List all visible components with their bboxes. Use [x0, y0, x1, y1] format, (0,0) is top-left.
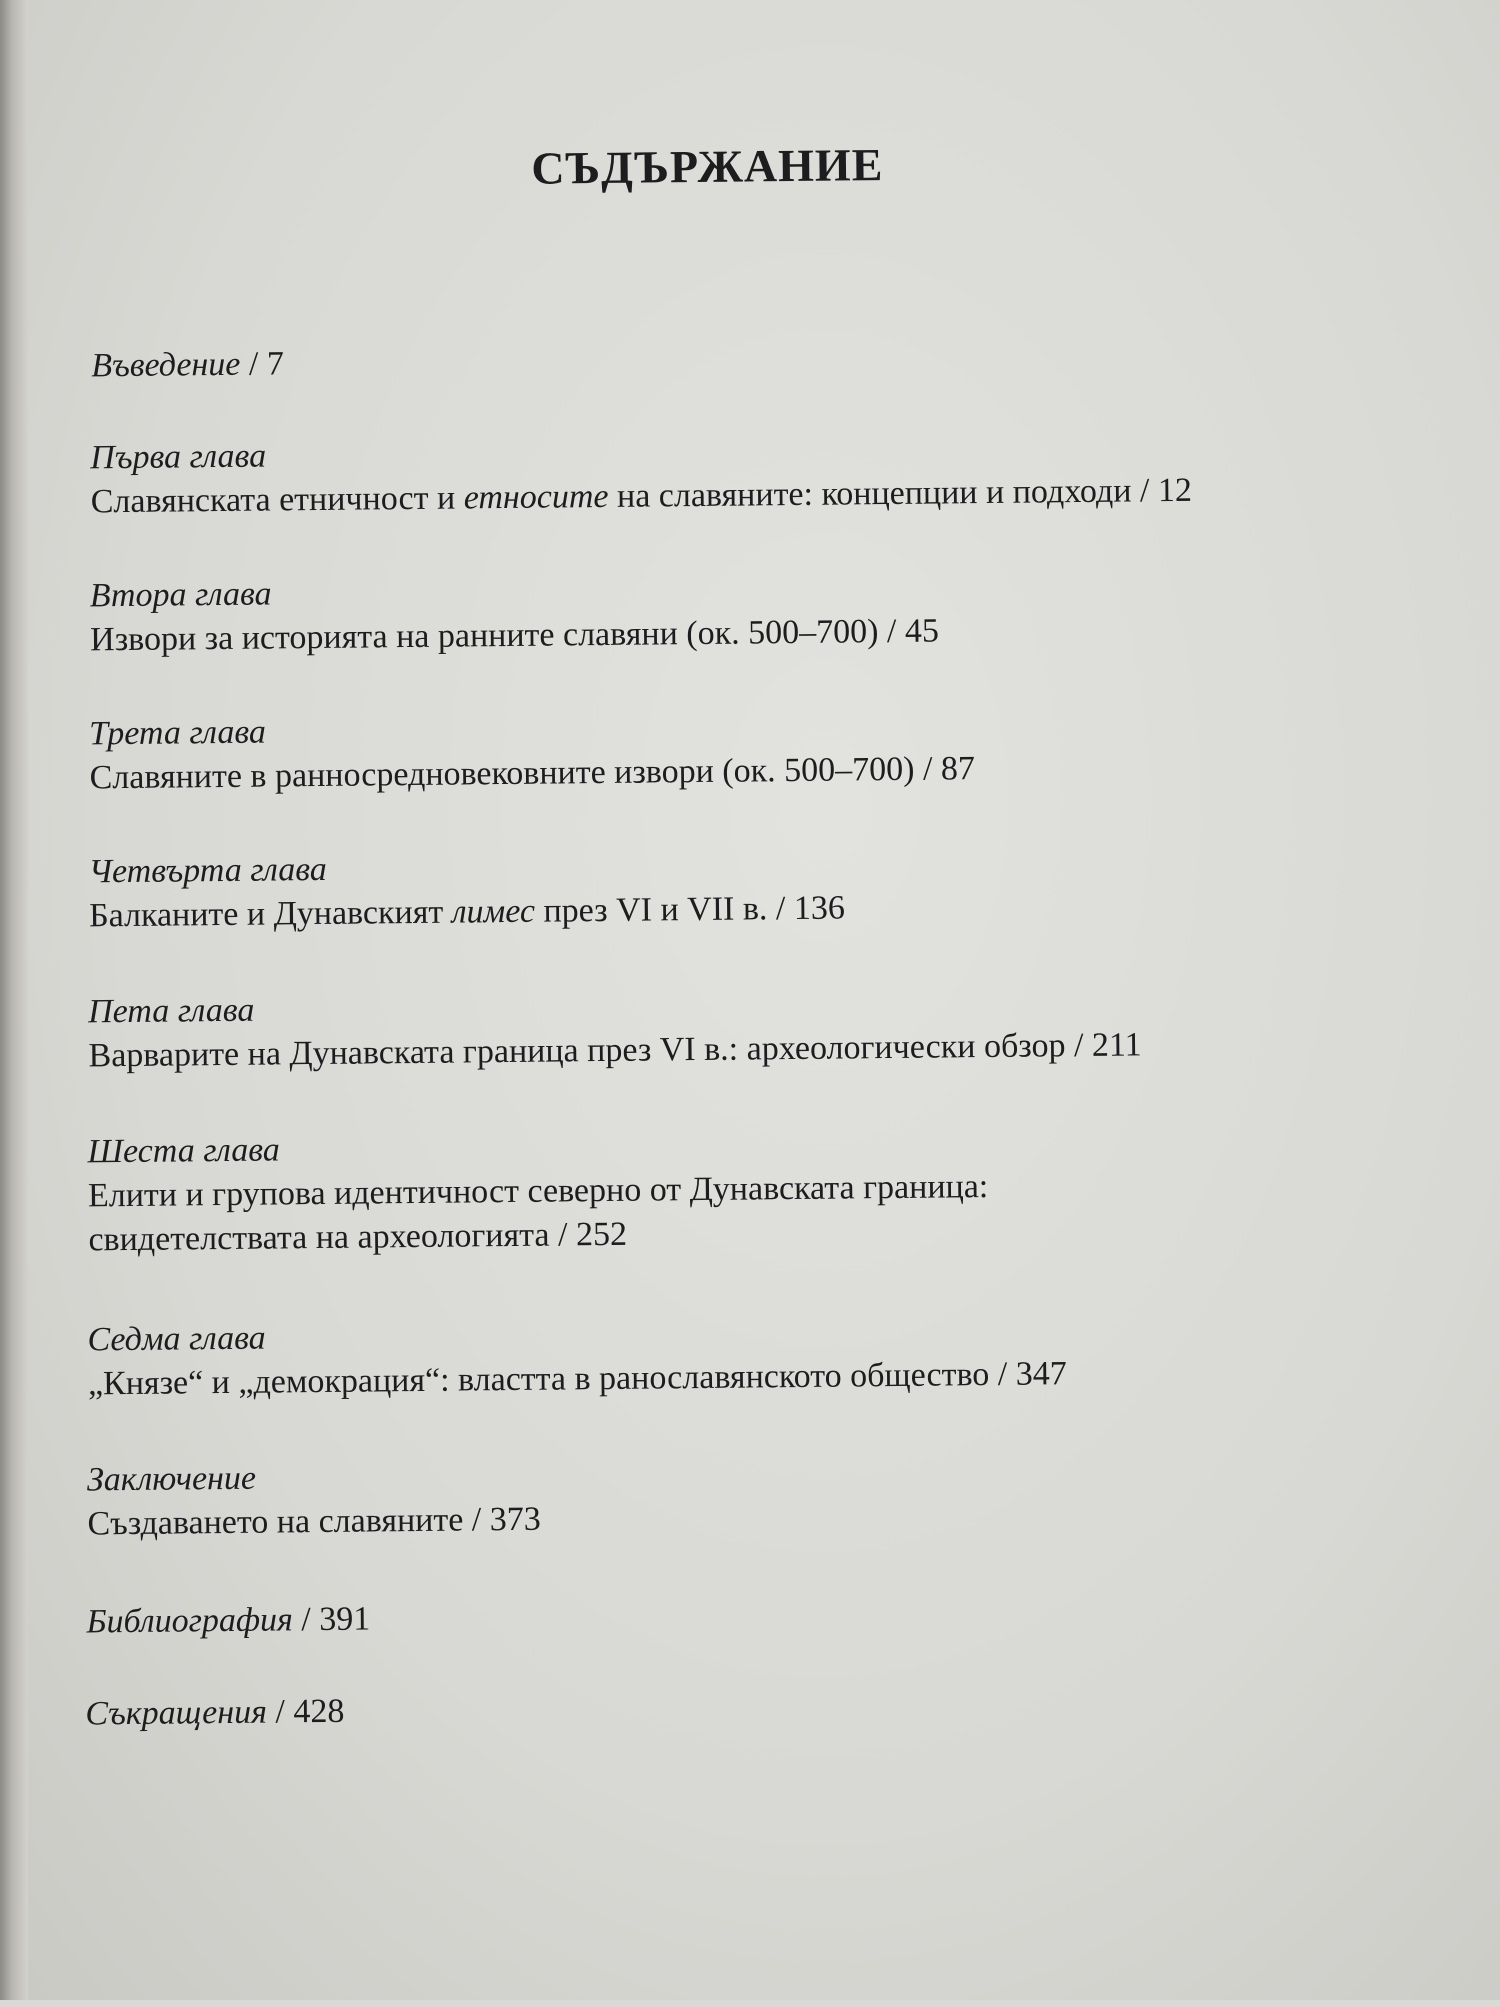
toc-title: СЪДЪРЖАНИЕ	[531, 139, 884, 194]
toc-entry-abbreviations	[85, 1690, 344, 1737]
section-label: Заключение	[86, 1459, 257, 1499]
chapter-title	[89, 886, 845, 938]
chapter-label: Четвърта глава	[88, 850, 327, 891]
chapter-title-part: през VI и VII в. / 136	[534, 889, 846, 930]
chapter-title-emphasis: лимес	[451, 892, 536, 931]
chapter-title: Извори за историята на ранните славяни (ок. 500–700) / 45	[90, 612, 940, 659]
chapter-title-part: Славянската етничност и	[90, 479, 464, 521]
section-title: Създаването на славяните / 373	[87, 1500, 541, 1543]
toc-entry-chapter-4	[88, 842, 845, 938]
entry-page: / 428	[266, 1692, 345, 1731]
chapter-label: Втора глава	[89, 575, 272, 615]
toc-entry-chapter-2	[90, 565, 940, 662]
chapter-label: Пета глава	[87, 991, 255, 1031]
chapter-title-line-1: Елити и групова идентичност северно от Дунавската граница:	[87, 1167, 989, 1215]
chapter-title: Варварите на Дунавската граница през VI в.: археологически обзор / 211	[88, 1026, 1142, 1075]
toc-entry-intro	[91, 342, 284, 388]
entry-label: Въведение	[91, 345, 241, 385]
chapter-title: Славяните в ранносредновековните извори (ок. 500–700) / 87	[89, 750, 976, 797]
entry-label: Библиография	[86, 1601, 294, 1641]
toc-entry-bibliography	[86, 1597, 370, 1644]
chapter-title-part: на славяните: концепции и подходи / 12	[608, 471, 1193, 515]
chapter-label: Седма глава	[87, 1319, 266, 1359]
chapter-title-line-2: свидетелствата на археологията / 252	[88, 1215, 628, 1259]
toc-entry-chapter-1	[90, 425, 1192, 525]
chapter-title-part: Балканите и Дунавският	[88, 893, 452, 935]
entry-page: / 7	[240, 345, 285, 383]
entry-label: Съкращения	[85, 1693, 268, 1733]
toc-entry-chapter-6	[87, 1121, 989, 1262]
chapter-label: Шеста глава	[87, 1131, 280, 1171]
toc-entry-conclusion	[87, 1454, 541, 1547]
chapter-label: Трета глава	[88, 713, 267, 753]
chapter-title-emphasis: етносите	[463, 477, 609, 517]
chapter-label: Първа глава	[90, 437, 267, 477]
toc-entry-chapter-3	[89, 703, 975, 800]
toc-entry-chapter-7	[87, 1308, 1067, 1406]
chapter-title: „Князе“ и „демокрация“: властта в ранославянското общество / 347	[87, 1355, 1067, 1403]
toc-entry-chapter-5	[88, 979, 1142, 1078]
entry-page: / 391	[292, 1600, 371, 1639]
